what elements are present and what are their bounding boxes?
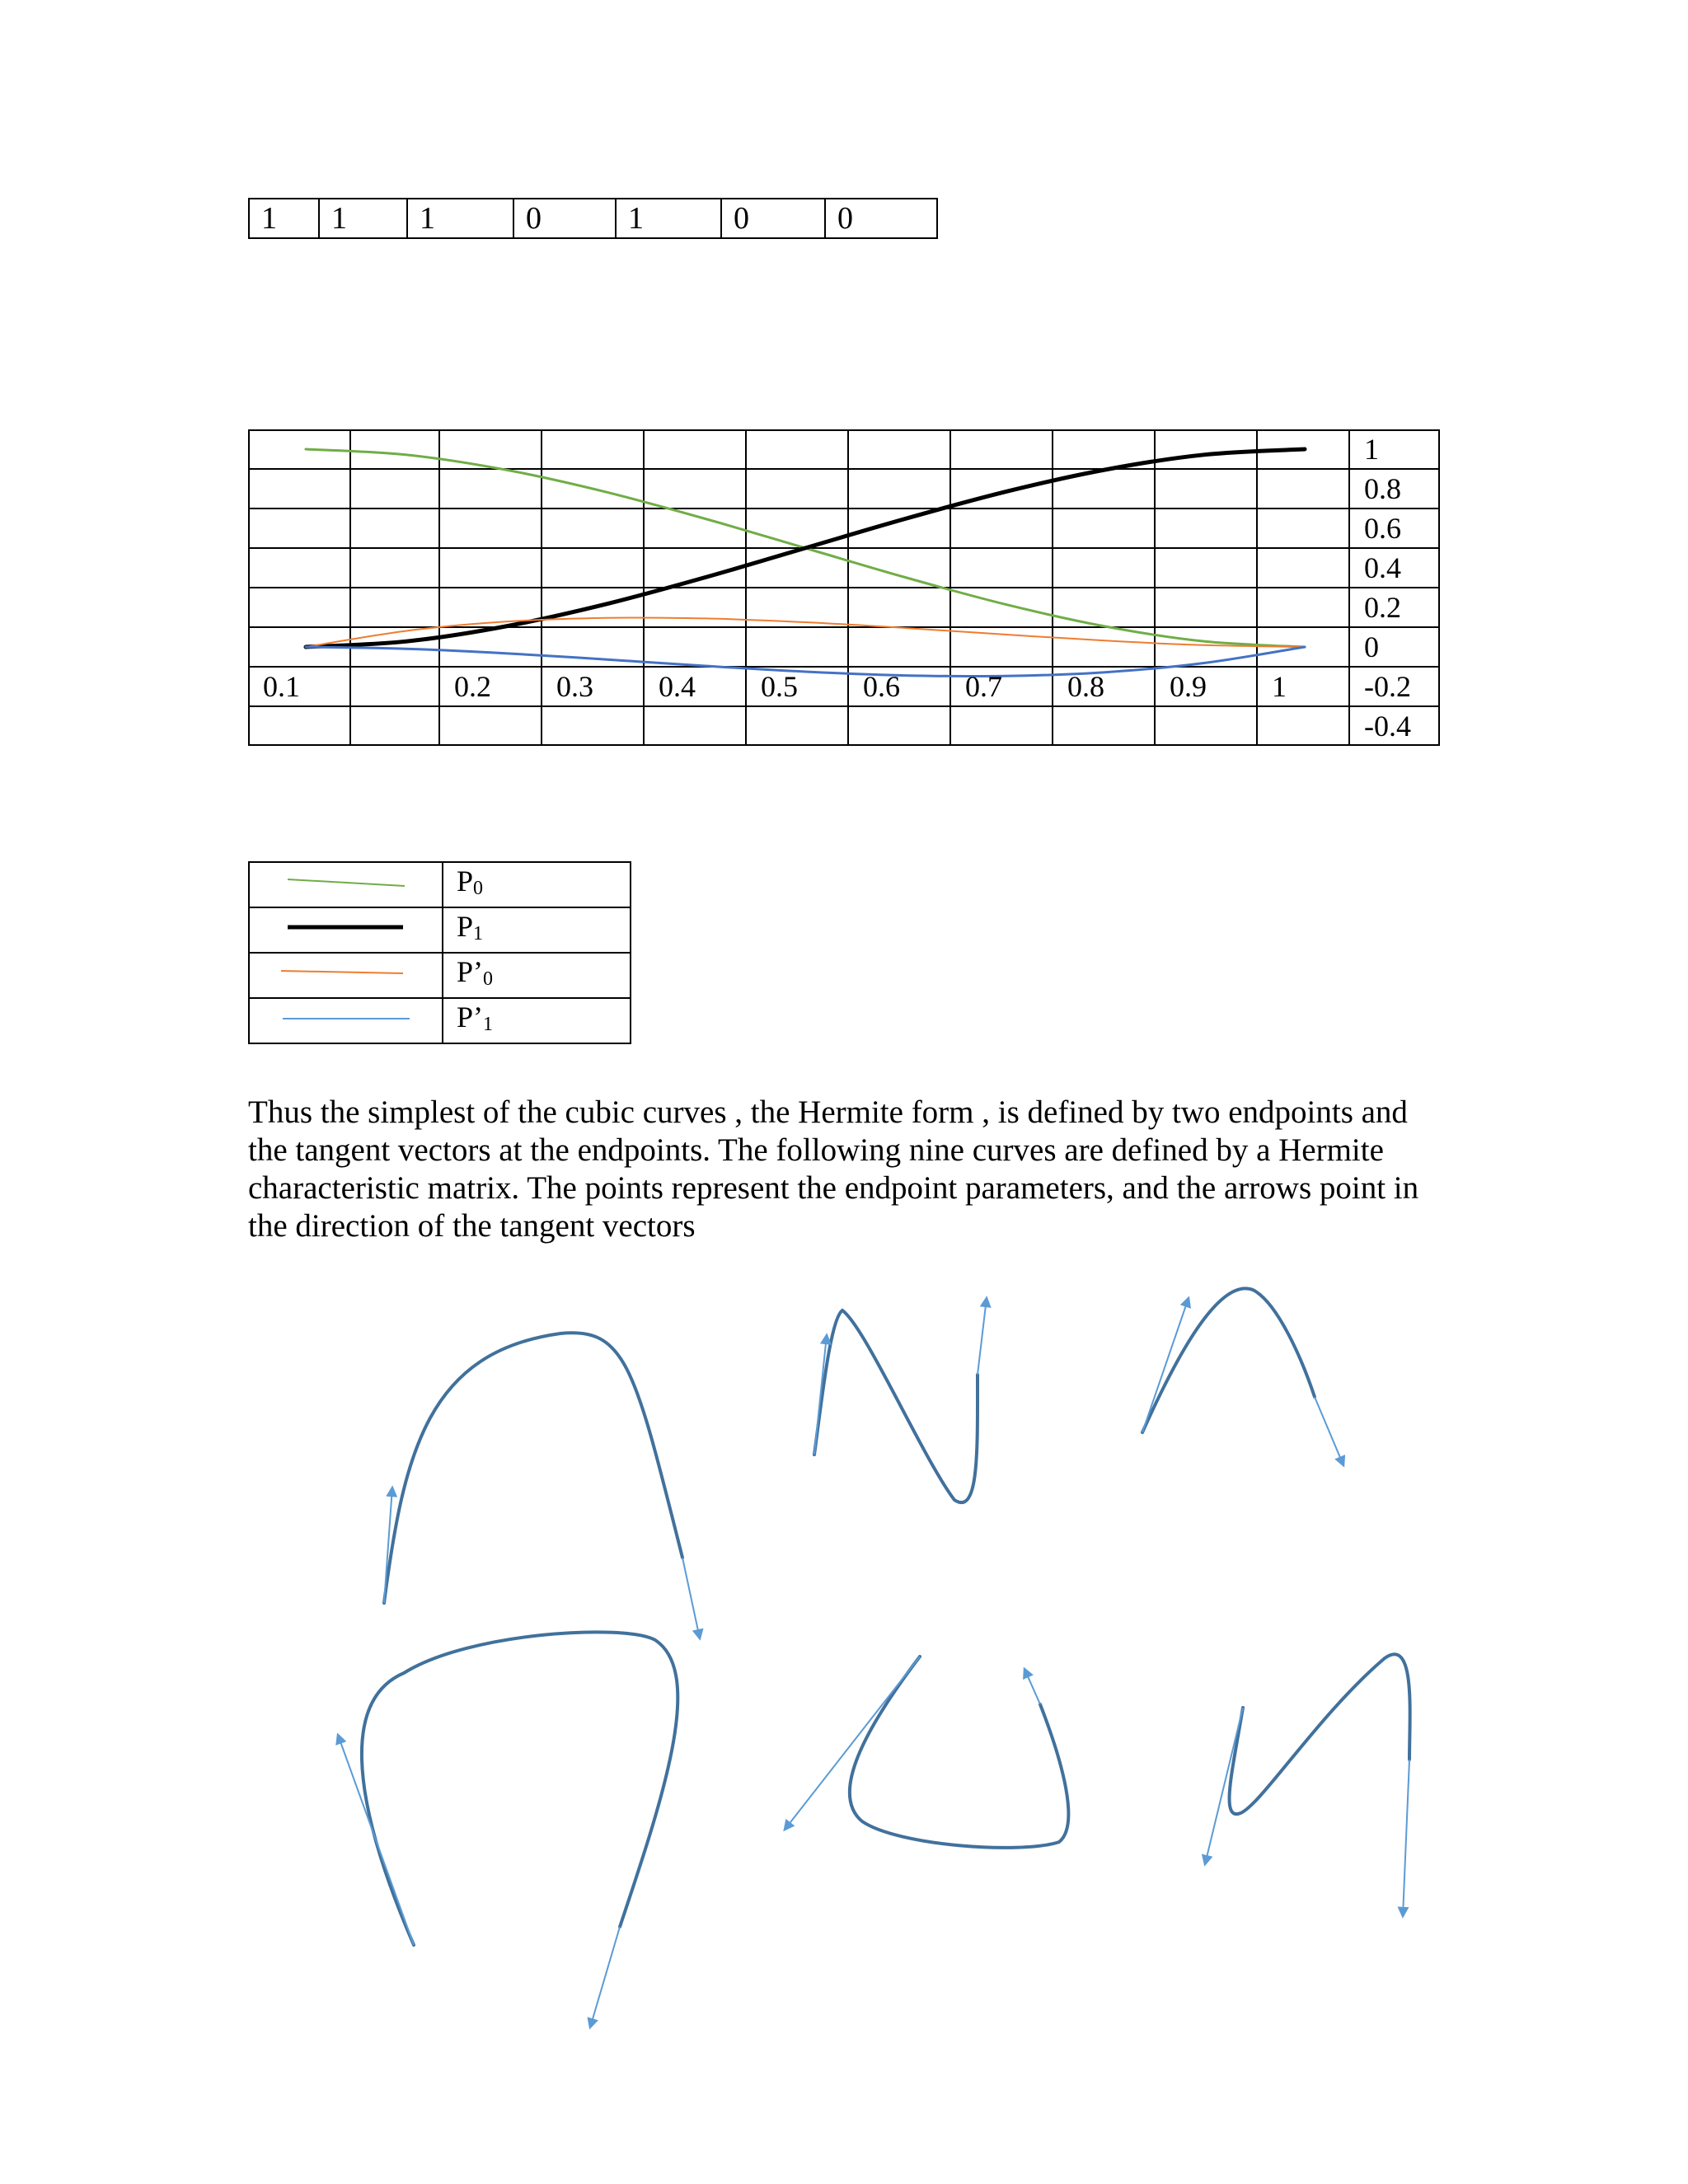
hermite-curve	[814, 1310, 978, 1502]
tangent-arrow	[1025, 1669, 1040, 1704]
legend-label: $P_1$	[443, 907, 631, 953]
x-tick-label: 0.8	[1067, 670, 1104, 703]
x-tick-label: 0.5	[761, 670, 798, 703]
tangent-arrow	[1142, 1298, 1189, 1432]
y-tick-label: 0.6	[1364, 512, 1401, 545]
bit-cell: 0	[825, 199, 937, 238]
tangent-arrow	[590, 1927, 620, 2027]
x-tick-label: 1	[1272, 670, 1287, 703]
x-tick-label: 0.9	[1170, 670, 1207, 703]
tangent-arrow	[338, 1735, 414, 1945]
y-tick-label: 1	[1364, 433, 1379, 466]
tangent-arrow	[1403, 1760, 1409, 1916]
tangent-arrow	[814, 1335, 827, 1455]
x-tick-label: 0.7	[965, 670, 1002, 703]
legend-label: $P’_1$	[443, 998, 631, 1043]
bit-cell: 0	[721, 199, 825, 238]
x-tick-label: 0.1	[263, 670, 300, 703]
tangent-arrow	[1315, 1397, 1343, 1465]
y-tick-label: 0	[1364, 630, 1379, 663]
hermite-curve	[1142, 1288, 1315, 1432]
y-tick-label: -0.4	[1364, 710, 1411, 743]
body-paragraph: Thus the simplest of the cubic curves , the Hermite form , is defined by two endpoints and the tangent vectors at the endpoints. The following nine curves are defined by a Hermite characteristic matrix. The points represent the endpoint parameters, and the arrows point in the direction of the tangent vectors	[248, 1094, 1419, 1244]
bit-cell: 1	[249, 199, 319, 238]
hermite-curve	[362, 1632, 678, 1945]
tangent-arrow	[978, 1298, 987, 1375]
bit-cell: 1	[319, 199, 407, 238]
hermite-curve	[1230, 1654, 1410, 1814]
x-tick-label: 0.2	[454, 670, 491, 703]
bit-cell: 1	[616, 199, 721, 238]
x-tick-label: 0.3	[556, 670, 593, 703]
legend-label: $P_0$	[443, 862, 631, 907]
x-tick-label: 0.4	[659, 670, 696, 703]
hermite-curve	[384, 1333, 682, 1603]
legend-label: $P’_0$	[443, 953, 631, 998]
bit-cell: 0	[513, 199, 616, 238]
y-tick-label: 0.2	[1364, 591, 1401, 624]
x-tick-label: 0.6	[863, 670, 900, 703]
hermite-curve	[850, 1657, 1069, 1848]
tangent-arrow	[682, 1558, 700, 1638]
y-tick-label: 0.4	[1364, 551, 1401, 584]
y-tick-label: 0.8	[1364, 472, 1401, 505]
tangent-arrow	[1205, 1708, 1243, 1864]
bit-cell: 1	[407, 199, 513, 238]
y-tick-label: -0.2	[1364, 670, 1411, 703]
